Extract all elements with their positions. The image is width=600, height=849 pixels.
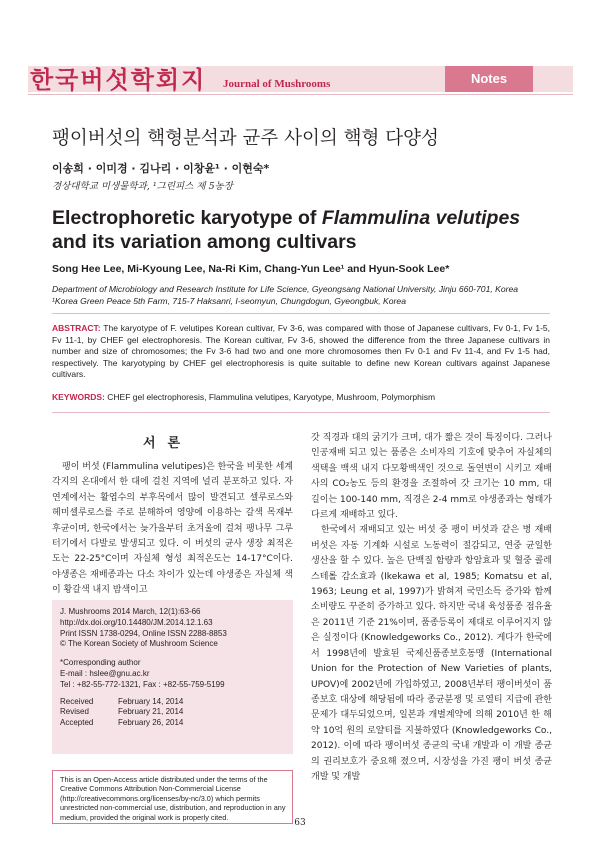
revised-row <box>60 707 286 718</box>
open-access-text: This is an Open-Access article distributed under the terms of the Creative Commons Attribution Non-Commercial License (http://creativecommons.org/licenses/by-nc/3.0) which permits unrestricted non-commercial use, distribution, and reproduction in any medium, provided the original work is properly cited. <box>60 775 286 822</box>
journal-title-korean: 한국버섯학회지 <box>30 66 207 94</box>
paragraph: 팽이 버섯 (Flammulina velutipes)은 한국을 비롯한 세계 각지의 온대에서 한 대에 걸친 지역에 널리 분포하고 있다. 자연계에서는 활엽수의 부후목에서 많이 발견되고 셀루로스와 헤미셀루로스를 주로 분해하여 영양에 이용하는 갈색 목재부후균이며, 한국에서는 늦가을부터 초겨울에 걸쳐 팽나무 그루터기에서 다발로 발생되고 있다. 이 버섯의 균사 생장 최적온도는 22-25°C이며 자실체 형성 최적온도는 14-17°C이다. 야생종은 재배종과는 다소 차이가 있는데 야생종은 자실체 색이 황갈색 내지 밤색이고 <box>52 462 293 596</box>
article-title-korean: 팽이버섯의 핵형분석과 균주 사이의 핵형 다양성 <box>52 128 439 149</box>
keywords <box>52 392 550 402</box>
section-heading: 서론 <box>143 436 193 451</box>
received-row <box>60 697 286 708</box>
section-badge: Notes <box>445 66 533 92</box>
header-divider <box>28 94 573 95</box>
authors-korean: 이송희 · 이미경 · 김나리 · 이창윤¹ · 이현숙* <box>52 162 270 175</box>
page-number: 63 <box>294 818 306 828</box>
paragraph: 갓 직경과 대의 굵기가 크며, 대가 짧은 것이 특징이다. 그러나 인공재배 되고 있는 품종은 소비자의 기호에 맞추어 자실체의 색택을 백색 내지 다모황백색인 것으로 돌연변이 시키고 재배사의 CO₂농도 등의 환경을 조절하여 갓 크기는 10 mm, 대 길이는 100-140 mm, 직경은 2-4 mm로 야생종과는 형태가 다르게 재배하고 있다. <box>311 433 552 521</box>
email[interactable]: E-mail : hslee@gnu.ac.kr <box>60 668 150 678</box>
affiliation-korean: 경상대학교 미생물학과, ¹그린피스 제 5농장 <box>52 181 233 192</box>
open-access-box <box>52 770 293 824</box>
authors-english: Song Hee Lee, Mi-Kyoung Lee, Na-Ri Kim, Chang-Yun Lee¹ and Hyun-Sook Lee* <box>52 263 450 275</box>
issn: Print ISSN 1738-0294, Online ISSN 2288-8853 <box>60 628 227 638</box>
article-title-english <box>52 206 552 254</box>
affiliation-line: Department of Microbiology and Research Institute for Life Science, Gyeongsang National University, Jinju 660-701, Korea <box>52 284 519 294</box>
accepted-label: Accepted <box>60 718 94 728</box>
right-column <box>311 431 552 785</box>
title-species: Flammulina velutipes <box>321 207 521 229</box>
journal-title-english: Journal of Mushrooms <box>223 78 331 90</box>
title-part: Electrophoretic karyotype of <box>52 207 322 229</box>
left-column <box>52 460 293 599</box>
citation: J. Mushrooms 2014 March, 12(1):63-66 <box>60 607 201 616</box>
keywords-label: KEYWORDS: <box>52 392 105 402</box>
affiliation-line: ¹Korea Green Peace 5th Farm, 715-7 Haksanri, I-seomyun, Chungdogun, Gyeongbuk, Korea <box>52 296 406 306</box>
keywords-text: CHEF gel electrophoresis, Flammulina velutipes, Karyotype, Mushroom, Polymorphism <box>104 392 436 402</box>
divider <box>52 412 550 413</box>
accepted-row <box>60 718 286 729</box>
phone: Tel : +82-55-772-1321, Fax : +82-55-759-5199 <box>60 679 225 689</box>
article-info-box <box>52 600 293 754</box>
divider <box>52 313 550 314</box>
paragraph: 한국에서 재배되고 있는 버섯 중 팽이 버섯과 같은 병 재배 버섯은 자동 기계화 시설로 노동력이 절감되고, 연중 균일한 생산을 할 수 있다. 높은 단백질 함량과 항암효과 및 혈중 콜레스테롤 감소효과 (Ikekawa et al, 1985; Komatsu et al, 1963; Leung et al, 1997)가 밝혀져 국민소득 증가와 함께 소비량도 꾸준히 증가하고 있다. 하지만 국내 육성품종 점유율은 2011년 기준 21%이며, 품종등록이 제대로 이루어지지 않은 실정이다 (Knowledgeworks Co., 2012). 게다가 한국에서 1998년에 발효된 국제신품종보호동맹 (International Union for the Protection of New Varieties of plants, UPOV)에 2002년에 가입하였고, 2008년부터 팽이버섯이 품종보호 대상에 해당됨에 따라 종균분쟁 및 로열티 지급에 관한 문제가 대두되었으며, 일본과 개별계약에 의해 2010년 한 해 약 10억 원의 로얄티를 지불하였다 (Knowledgeworks Co., 2012). 이에 따라 팽이버섯 종균의 국내 개발과 이 개발 종균의 권리보호가 중요해 졌으며, 시장성을 가진 팽이 버섯 종균개발 및 개발 <box>311 525 552 782</box>
corresponding-author: *Corresponding author <box>60 658 141 668</box>
accepted-date: February 26, 2014 <box>118 718 184 728</box>
revised-label: Revised <box>60 707 89 717</box>
title-part: and its variation among cultivars <box>52 231 357 253</box>
abstract-label: ABSTRACT: <box>52 323 101 333</box>
received-label: Received <box>60 696 94 706</box>
affiliation-english <box>52 283 562 307</box>
abstract <box>52 323 550 381</box>
received-date: February 14, 2014 <box>118 696 184 706</box>
doi-link[interactable]: http://dx.doi.org/10.14480/JM.2014.12.1.63 <box>60 617 213 627</box>
copyright: © The Korean Society of Mushroom Science <box>60 639 218 649</box>
revised-date: February 21, 2014 <box>118 707 184 717</box>
abstract-text: The karyotype of F. velutipes Korean cultivar, Fv 3-6, was compared with those of Japanese cultivars, Fv 0-1, Fv 1-5, Fv 11-1, by CHEF gel electrophoresis. The Korean cultivar, Fv 3-6, showed the difference from the three Japanese cultivars in number and size of chromosomes; the Fv 3-6 had two and one more chromosomes then Fv 0-1 and Fv 11-4, and Fv 1-5 had, respectively. The karyotyping by CHEF gel electrophoresis is quite suitable to define new Korean cultivars against Japanese cultivars. <box>52 323 550 380</box>
